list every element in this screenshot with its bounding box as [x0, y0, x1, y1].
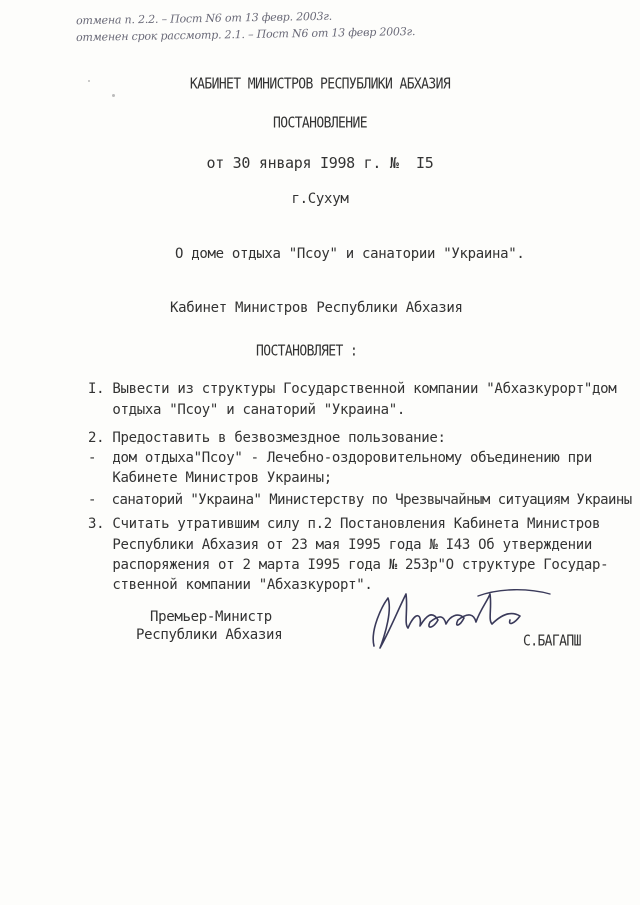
body-line: Республики Абхазия от 23 мая I995 года № I43 Об утверждении	[88, 537, 592, 553]
document-city: г.Сухум	[291, 191, 349, 207]
issuing-body: Кабинет Министров Республики Абхазия	[170, 300, 463, 316]
document-type: ПОСТАНОВЛЕНИЕ	[273, 114, 367, 133]
body-line: 2. Предоставить в безвозмездное пользование:	[88, 430, 446, 446]
body-line: - санаторий "Украина" Министерству по Чрезвычайным ситуациям Украины	[88, 492, 632, 508]
resolves-heading: ПОСТАНОВЛЯЕТ :	[256, 342, 358, 361]
document-date-number: от 30 января I998 г. № I5	[206, 154, 434, 172]
body-line: отдыха "Псоу" и санаторий "Украина".	[88, 402, 406, 418]
organization-title: КАБИНЕТ МИНИСТРОВ РЕСПУБЛИКИ АБХАЗИЯ	[189, 75, 451, 94]
body-line: ственной компании "Абхазкурорт".	[88, 577, 373, 593]
body-line: распоряжения от 2 марта I995 года № 253р"О структуре Государ-	[88, 557, 609, 573]
body-line: I. Вывести из структуры Государственной компании "Абхазкурорт"дом	[88, 381, 617, 397]
document-subject: О доме отдыха "Псоу" и санатории "Украина".	[175, 246, 525, 262]
handwritten-note-2: отменен срок рассмотр. 2.1. – Пост N6 от 13 февр 2003г.	[75, 25, 416, 44]
signatory-position-line1: Премьер-Министр	[150, 609, 272, 625]
handwritten-note-1: отмена п. 2.2. – Пост N6 от 13 февр. 2003г.	[75, 9, 333, 28]
body-line: Кабинете Министров Украины;	[88, 470, 332, 486]
body-line: - дом отдыха"Псоу" - Лечебно-оздоровительному объединению при	[88, 450, 592, 466]
signatory-name: С.БАГАПШ	[523, 632, 581, 651]
body-line: 3. Считать утратившим силу п.2 Постановления Кабинета Министров	[88, 516, 601, 532]
signatory-position-line2: Республики Абхазия	[136, 627, 283, 643]
scan-speck	[112, 94, 115, 97]
